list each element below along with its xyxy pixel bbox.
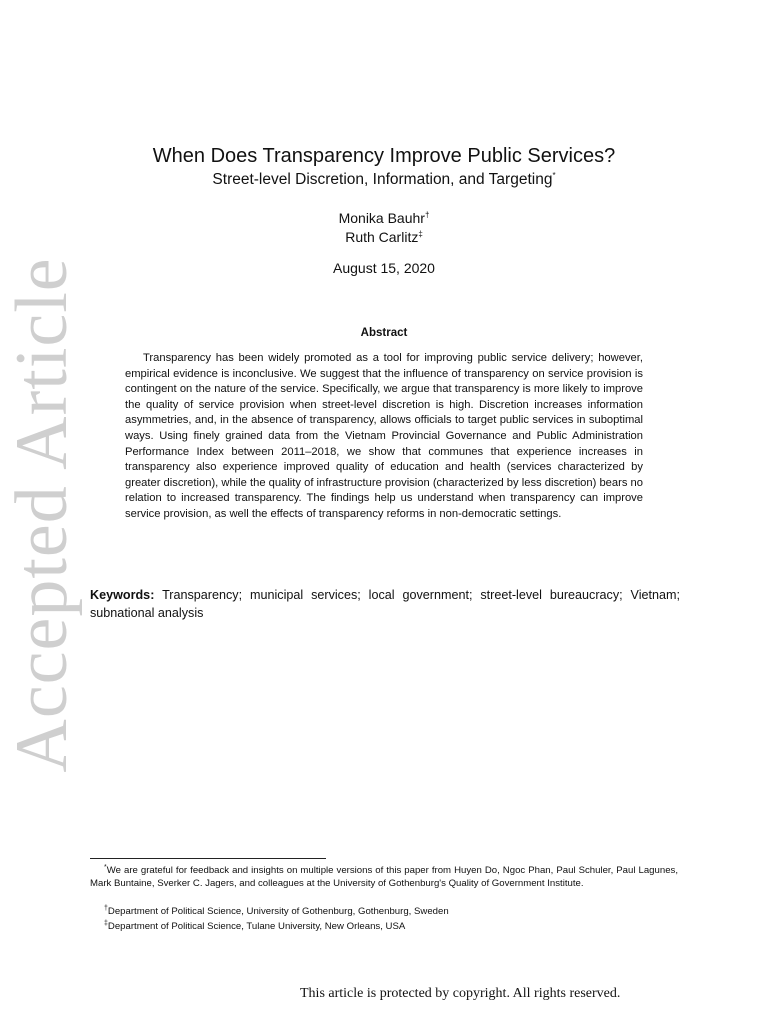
keywords-label: Keywords: bbox=[90, 588, 155, 602]
footnote-divider bbox=[90, 858, 326, 859]
footnote-affiliation-bauhr bbox=[90, 905, 678, 918]
footnote-2-mark: † bbox=[104, 904, 108, 912]
footnote-1-mark: * bbox=[104, 863, 107, 871]
footnote-1-text: We are grateful for feedback and insights on multiple versions of this paper from Huyen Do, Ngoc Phan, Paul Schuler, Paul Lagunes, Mark Buntaine, Sverker C. Jagers, and colleagues at the University of Gothenburg's Quality of Government Institute. bbox=[90, 865, 678, 889]
author-2-name: Ruth Carlitz bbox=[345, 229, 419, 245]
keywords-text: Transparency; municipal services; local government; street-level bureaucracy; Vietnam; subnational analysis bbox=[90, 588, 680, 620]
footnote-acknowledgements bbox=[90, 864, 678, 890]
footnote-3-text: Department of Political Science, Tulane University, New Orleans, USA bbox=[107, 921, 406, 932]
abstract-body: Transparency has been widely promoted as a tool for improving public service delivery; however, empirical evidence is inconclusive. We suggest that the influence of transparency on service provision is contingent on the nature of the service. Specifically, we argue that transparency is more likely to improve the quality of service provision when street-level discretion is high. Discretion increases information asymmetries, and, in the absence of transparency, allows officials to target public services in suboptimal ways. Using finely grained data from the Vietnam Provincial Governance and Public Administration Performance Index between 2011–2018, we show that communes that experience increases in transparency also experience improved quality of education and health (services characterized by greater discretion), while the quality of infrastructure provision (characterized by less discretion) bears no relation to increased transparency. The findings help us understand when transparency can improve service provision, as well the effects of transparency reforms in non-democratic settings. bbox=[125, 352, 643, 520]
footnote-2-text: Department of Political Science, University of Gothenburg, Gothenburg, Sweden bbox=[107, 906, 449, 917]
footnote-affiliation-carlitz bbox=[90, 920, 678, 933]
author-1-mark: † bbox=[424, 210, 430, 220]
author-2-mark: ‡ bbox=[418, 229, 423, 239]
subtitle-footnote-mark: * bbox=[552, 170, 556, 180]
author-2 bbox=[0, 228, 768, 246]
copyright-notice: This article is protected by copyright. All rights reserved. bbox=[300, 986, 621, 1001]
paper-subtitle-text: Street-level Discretion, Information, and Targeting bbox=[212, 171, 553, 188]
author-1-name: Monika Bauhr bbox=[338, 210, 425, 226]
paper-title: When Does Transparency Improve Public Services? bbox=[152, 145, 616, 167]
paper-subtitle bbox=[0, 170, 768, 190]
abstract-heading: Abstract bbox=[360, 327, 408, 339]
keywords bbox=[90, 586, 680, 622]
author-1 bbox=[0, 209, 768, 227]
accepted-article-watermark: Accepted Article bbox=[1, 257, 83, 773]
footnote-3-mark: ‡ bbox=[104, 919, 108, 927]
paper-date: August 15, 2020 bbox=[333, 260, 435, 276]
